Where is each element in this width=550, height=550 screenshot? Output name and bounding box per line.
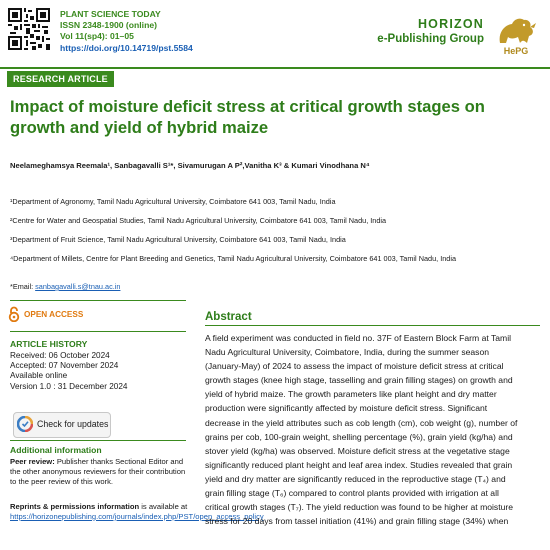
additional-info-title: Additional information: [10, 445, 102, 455]
sidebar-divider: [10, 440, 186, 441]
title-line: growth and yield of hybrid maize: [10, 118, 269, 137]
check-for-updates-label: Check for updates: [37, 419, 109, 429]
abstract-body: [205, 331, 538, 528]
abstract-line: yield and dry matter are significantly reduced in the reproductive stage (T₄) and: [205, 473, 506, 484]
abstract-line: significantly reduced plant height and leaf area index. Studies revealed that grain: [205, 459, 513, 470]
check-for-updates-icon: [17, 416, 33, 432]
publisher-line1: HORIZON: [417, 17, 484, 31]
history-available: Available online: [10, 371, 68, 381]
history-received: Received: 06 October 2024: [10, 351, 110, 360]
history-accepted: Accepted: 07 November 2024: [10, 361, 119, 371]
abstract-line: Nadu Agricultural University, Coimbatore, India, during the summer season: [205, 347, 490, 358]
abstract-line: grains per cob, 100-grain weight, shelling percentage (%), grain yield (kg/ha) and: [205, 431, 513, 442]
reprints-text: is available at: [139, 502, 188, 511]
publisher-line2: e-Publishing Group: [377, 33, 484, 45]
hepg-label: HePG: [503, 46, 529, 56]
sidebar-divider: [10, 300, 186, 301]
abstract-line: (January-May) of 2024 to assess the impact of moisture deficit stress at critical: [205, 361, 504, 372]
qr-code-icon: [8, 8, 50, 50]
abstract-line: A field experiment was conducted in field no. 37F of Eastern Block Farm at Tamil: [205, 333, 512, 343]
abstract-line: stover yield (kg/ha) was observed. Moisture deficit stress at the vegetative stage: [205, 445, 510, 456]
reprints-link[interactable]: https://horizonepublishing.com/journals/index.php/PST/open_access_policy: [10, 511, 264, 521]
header-divider: [0, 67, 550, 69]
publisher-name: [377, 17, 484, 45]
article-history-title: ARTICLE HISTORY: [10, 339, 88, 349]
abstract-heading: Abstract: [205, 311, 252, 323]
corresponding-email: [10, 282, 120, 291]
author-list: Neelameghamsya Reemala¹, Sanbagavalli S¹*, Sivamurugan A P²,Vanitha K³ & Kumari Vinodhana N⁴: [10, 161, 370, 170]
sidebar-divider: [10, 331, 186, 332]
peer-review-note: [10, 457, 188, 487]
abstract-line: decrease in the yield attributes such as cob length (cm), cob weight (g), number of: [205, 417, 518, 428]
journal-issn: ISSN 2348-1900 (online): [60, 20, 157, 31]
article-history: [10, 351, 127, 392]
journal-name: PLANT SCIENCE TODAY: [60, 9, 161, 19]
affiliation-4: ⁴Department of Millets, Centre for Plant Breeding and Genetics, Tamil Nadu Agricultural University, Coimbatore 641 003, Tamil Nadu, India: [10, 254, 457, 263]
affiliation-1: ¹Department of Agronomy, Tamil Nadu Agricultural University, Coimbatore 641 003, Tamil Nadu, India: [10, 197, 336, 206]
abstract-line: critical growth stages (T₇). The yield reduction was found to be higher at moisture: [205, 502, 514, 513]
open-access-lock-icon: [8, 306, 20, 322]
journal-doi-link[interactable]: https://doi.org/10.14719/pst.5584: [60, 42, 193, 53]
abstract-divider: [205, 325, 540, 326]
article-type-banner: RESEARCH ARTICLE: [7, 71, 114, 87]
abstract-line: growth stages (knee high stage, tasselling and grain filling stages) on growth and: [205, 375, 513, 386]
journal-info: [60, 9, 193, 54]
journal-volume: Vol 11(sp4): 01–05: [60, 31, 134, 42]
abstract-line: production were significantly affected by moisture deficit stress. Significant: [205, 403, 488, 414]
abstract-line: yield of hybrid maize. The growth parameters like plant height and dry matter: [205, 389, 497, 400]
peer-review-label: Peer review:: [10, 457, 55, 466]
title-line: Impact of moisture deficit stress at critical growth stages on: [10, 97, 485, 116]
article-title: [10, 96, 540, 138]
reprints-label: Reprints & permissions information: [10, 502, 140, 511]
open-access-label: OPEN ACCESS: [24, 310, 84, 319]
history-version: Version 1.0 : 31 December 2024: [10, 381, 128, 391]
abstract-line: stress for 20 days from tassel initiation (41%) and grain filling stage (34%) when: [205, 516, 509, 527]
peer-review-text: Publisher thanks Sectional Editor and the other anonymous reviewers for their contribution to the peer review of this work.: [10, 457, 186, 486]
email-address-link[interactable]: sanbagavalli.s@tnau.ac.in: [35, 282, 121, 291]
affiliation-3: ³Department of Fruit Science, Tamil Nadu Agricultural University, Coimbatore 641 003, Tamil Nadu, India: [10, 235, 346, 244]
affiliation-2: ²Centre for Water and Geospatial Studies, Tamil Nadu Agricultural University, Coimbatore 641 003, Tamil Nadu, India: [10, 216, 387, 225]
abstract-line: grain filling stage (T₆) compared to control plants provided with irrigation at all: [205, 488, 499, 499]
email-label: *Email:: [10, 282, 36, 291]
reprints-note: [10, 502, 264, 522]
